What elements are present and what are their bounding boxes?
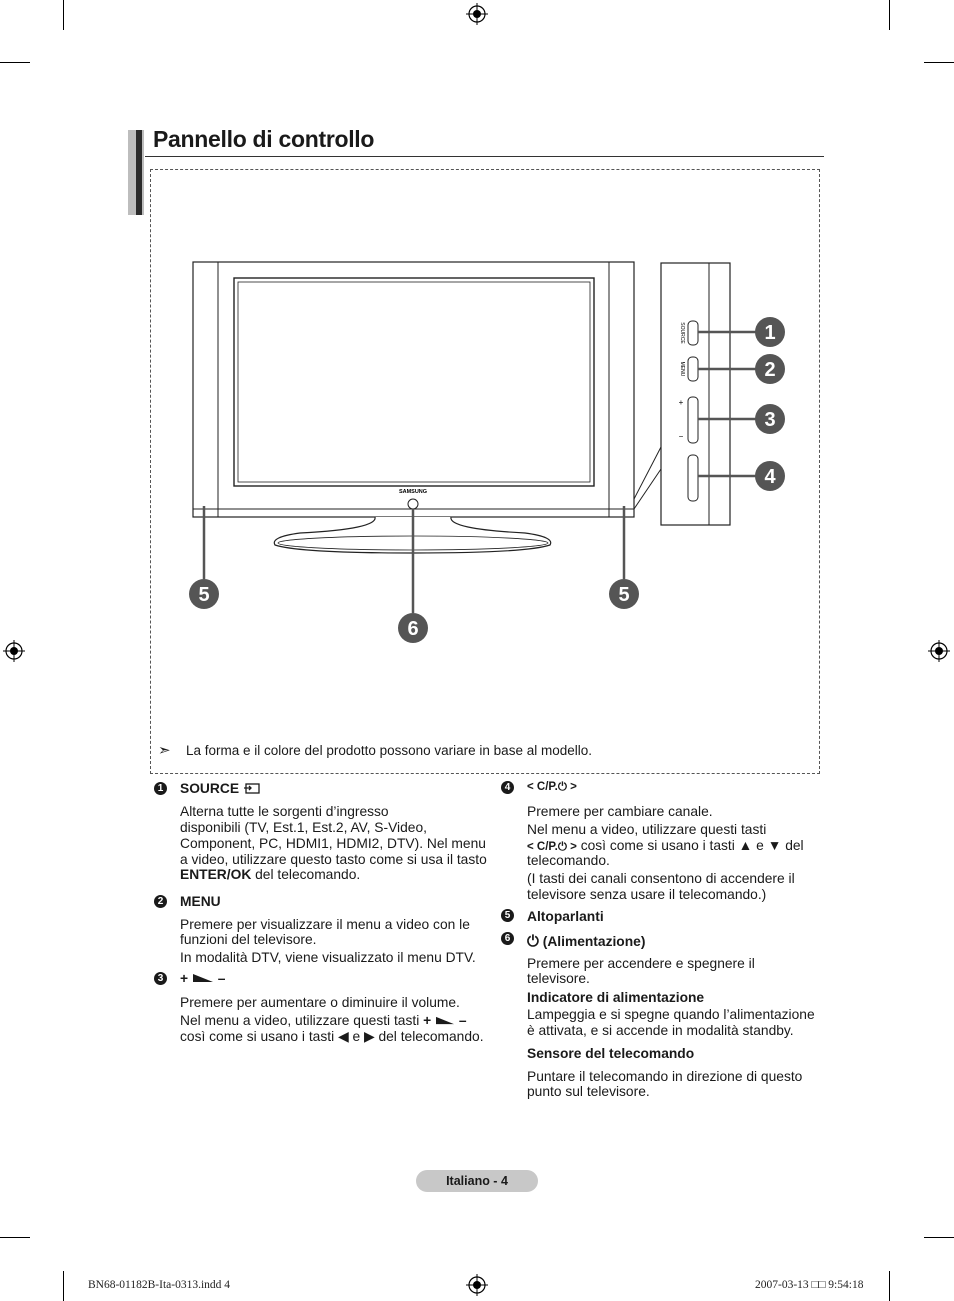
power-desc-line: punto sul televisore. — [527, 1084, 650, 1099]
note-arrow-icon: ➣ — [158, 742, 171, 759]
svg-text:1: 1 — [764, 322, 776, 344]
power-small-icon: ⏻ — [557, 841, 567, 853]
power-desc-line: Puntare il telecomando in direzione di questo — [527, 1069, 803, 1084]
svg-text:+: + — [678, 398, 684, 407]
arrow-up-icon: ▲ — [738, 838, 753, 853]
registration-mark-icon — [3, 640, 25, 662]
crop-mark — [924, 62, 954, 63]
remote-sensor-heading: Sensore del telecomando — [527, 1046, 695, 1061]
item-number: 5 — [501, 909, 514, 922]
source-title: SOURCE — [180, 781, 261, 796]
power-small-icon: ⏻ — [557, 781, 567, 793]
channel-desc-line: Nel menu a video, utilizzare questi tasti — [527, 822, 767, 837]
crop-mark — [63, 1271, 64, 1301]
channel-desc-line: (I tasti dei canali consentono di accendere il — [527, 871, 795, 886]
crop-mark — [924, 1237, 954, 1238]
svg-text:−: − — [678, 432, 684, 441]
crop-mark — [63, 0, 64, 30]
power-title: ⏻ (Alimentazione) — [527, 933, 646, 950]
crop-mark — [0, 62, 30, 63]
tv-screen — [234, 278, 594, 486]
registration-mark-icon — [466, 3, 488, 25]
svg-text:2: 2 — [764, 359, 776, 381]
item-number: 4 — [501, 781, 514, 794]
item-number: 2 — [154, 895, 167, 908]
power-desc-line: è attivata, e si accende in modalità standby. — [527, 1023, 794, 1038]
footer-timestamp: 2007-03-13 □□ 9:54:18 — [755, 1279, 864, 1291]
item-number: 6 — [501, 932, 514, 945]
source-desc-line: Component, PC, HDMI1, HDMI2, DTV). Nel menu — [180, 836, 486, 851]
source-desc-line: Alterna tutte le sorgenti d’ingresso — [180, 804, 389, 819]
menu-desc-line: Premere per visualizzare il menu a video con le — [180, 917, 470, 932]
power-indicator-heading: Indicatore di alimentazione — [527, 990, 705, 1005]
title-divider — [145, 156, 824, 157]
crop-mark — [0, 1237, 30, 1238]
menu-desc-line: In modalità DTV, viene visualizzato il menu DTV. — [180, 950, 476, 965]
crop-mark — [889, 1271, 890, 1301]
power-desc-line: televisore. — [527, 971, 590, 986]
source-desc-line: a video, utilizzare questo tasto come si usa il tasto — [180, 852, 487, 867]
item-number: 3 — [154, 972, 167, 985]
arrow-down-icon: ▼ — [767, 838, 782, 853]
arrow-left-icon: ◀ — [337, 1029, 349, 1044]
source-input-icon — [243, 782, 261, 794]
speakers-title: Altoparlanti — [527, 909, 604, 924]
channel-desc-line: telecomando. — [527, 853, 610, 868]
menu-title: MENU — [180, 894, 221, 909]
svg-text:6: 6 — [407, 618, 419, 640]
item-number: 1 — [154, 782, 167, 795]
svg-text:MENU: MENU — [679, 361, 685, 377]
channel-desc-line: televisore senza usare il telecomando.) — [527, 887, 767, 902]
source-desc-line: ENTER/OK del telecomando. — [180, 867, 361, 882]
volume-desc-line: Nel menu a video, utilizzare questi tasti + – — [180, 1013, 467, 1028]
svg-text:5: 5 — [198, 584, 210, 606]
volume-desc-line: Premere per aumentare o diminuire il volume. — [180, 995, 460, 1010]
note-text: La forma e il colore del prodotto possono variare in base al modello. — [186, 743, 592, 758]
source-desc-line: disponibili (TV, Est.1, Est.2, AV, S-Video, — [180, 820, 427, 835]
channel-title: < C/P.⏻ > — [527, 781, 577, 793]
volume-desc-line: così come si usano i tasti ◀ e ▶ del telecomando. — [180, 1029, 484, 1044]
power-desc-line: Premere per accendere e spegnere il — [527, 956, 755, 971]
svg-text:3: 3 — [764, 409, 776, 431]
registration-mark-icon — [466, 1274, 488, 1296]
channel-desc-line: Premere per cambiare canale. — [527, 804, 713, 819]
channel-desc-line: < C/P.⏻ > così come si usano i tasti ▲ e ▼ del — [527, 838, 804, 853]
menu-desc-line: funzioni del televisore. — [180, 932, 317, 947]
arrow-right-icon: ▶ — [363, 1029, 375, 1044]
registration-mark-icon — [928, 640, 950, 662]
volume-icon — [192, 973, 214, 983]
page-title: Pannello di controllo — [153, 126, 375, 152]
power-desc-line: Lampeggia e si spegne quando l’alimentazione — [527, 1007, 815, 1022]
crop-mark — [889, 0, 890, 30]
svg-text:SOURCE: SOURCE — [679, 322, 685, 344]
brand-logo: SAMSUNG — [398, 489, 428, 495]
volume-icon — [435, 1016, 455, 1025]
title-accent-bar-inner — [136, 130, 142, 215]
footer-filename: BN68-01182B-Ita-0313.indd 4 — [88, 1279, 231, 1291]
volume-title: + – — [180, 971, 226, 986]
svg-text:5: 5 — [618, 584, 630, 606]
page-number-badge: Italiano - 4 — [416, 1170, 538, 1192]
svg-text:4: 4 — [764, 466, 776, 488]
tv-diagram — [150, 169, 820, 774]
power-icon: ⏻ — [527, 933, 539, 950]
